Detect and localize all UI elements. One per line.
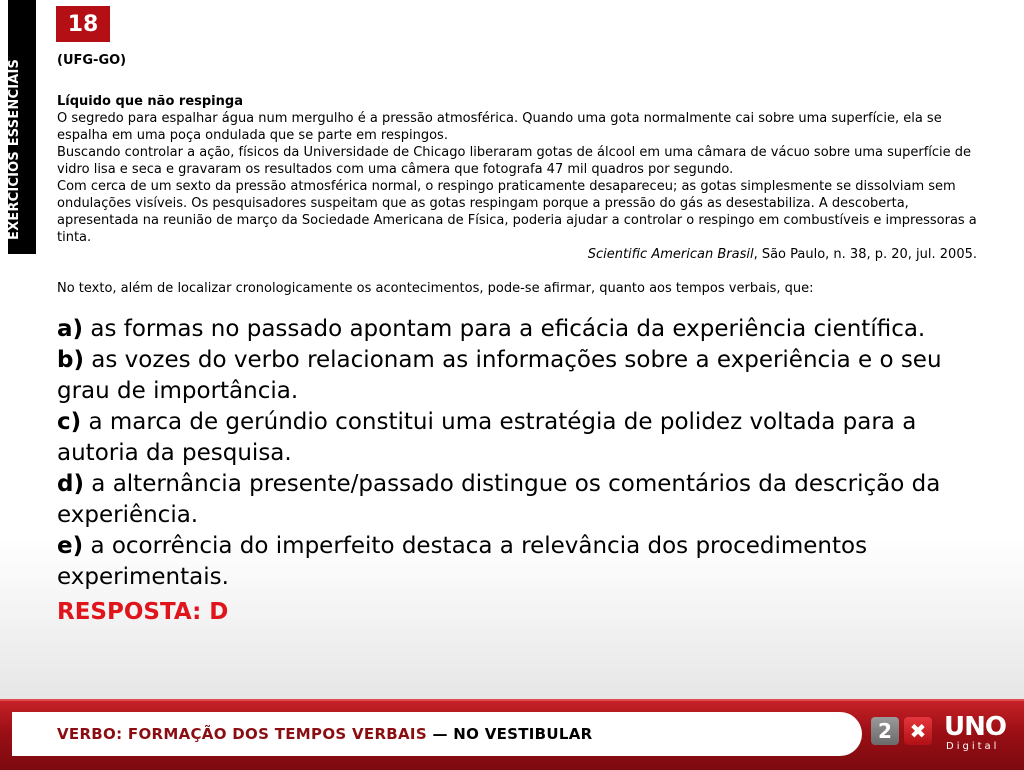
- uno-logo: UNO: [944, 712, 1006, 742]
- option-b-letter: b): [57, 347, 84, 373]
- option-a: [57, 314, 977, 345]
- option-e-letter: e): [57, 533, 84, 559]
- text-title: Líquido que não respinga: [57, 94, 243, 109]
- citation-work: Scientific American Brasil: [587, 247, 754, 262]
- paragraph-3: Com cerca de um sexto da pressão atmosférica normal, o respingo praticamente desapareceu; as gotas simplesmente se dissolviam sem ondulações visíveis. Os pesquisadores suspeitam que as gotas respingam porque a pressão do gás as desestabiliza. A descoberta, apresentada na reunião de março da Sociedade Americana de Física, poderia ajudar a controlar o respingo em combustíveis e impressoras a tinta.: [57, 179, 977, 245]
- footer-title-main: VERBO: FORMAÇÃO DOS TEMPOS VERBAIS: [57, 725, 427, 743]
- source-label: (UFG-GO): [57, 53, 127, 68]
- option-e: [57, 531, 977, 593]
- option-a-letter: a): [57, 316, 84, 342]
- citation: [57, 246, 977, 263]
- question-prompt: No texto, além de localizar cronologicamente os acontecimentos, pode-se afirmar, quanto aos tempos verbais, que:: [57, 281, 814, 296]
- side-tab: [8, 0, 36, 254]
- option-d-text: a alternância presente/passado distingue os comentários da descrição da experiência.: [57, 471, 941, 528]
- footer-title-dash: —: [426, 725, 454, 743]
- option-c: [57, 407, 977, 469]
- option-d-letter: d): [57, 471, 84, 497]
- paragraph-2: Buscando controlar a ação, físicos da Universidade de Chicago liberaram gotas de álcool em uma câmara de vácuo sobre uma superfície de vidro lisa e seca e gravaram os resultados com uma câmera que fotografa 47 mil quadros por segundo.: [57, 145, 972, 177]
- question-content: [57, 50, 977, 628]
- option-c-letter: c): [57, 409, 82, 435]
- option-b: [57, 345, 977, 407]
- uno-logo-digital: Digital: [946, 741, 1000, 752]
- footer-title: [57, 725, 593, 743]
- citation-details: , São Paulo, n. 38, p. 20, jul. 2005.: [753, 247, 977, 262]
- option-c-text: a marca de gerúndio constitui uma estratégia de polidez voltada para a autoria da pesquisa.: [57, 409, 917, 466]
- paragraph-1: O segredo para espalhar água num mergulho é a pressão atmosférica. Quando uma gota normalmente cai sobre uma superfície, ela se espalha em uma poça ondulada que se parte em respingos.: [57, 111, 942, 143]
- option-d: [57, 469, 977, 531]
- option-a-text: as formas no passado apontam para a eficácia da experiência científica.: [90, 316, 926, 342]
- answer-label: RESPOSTA: D: [57, 599, 229, 625]
- footer-title-accent: NO VESTIBULAR: [453, 725, 593, 743]
- question-number-badge: 18: [56, 6, 110, 42]
- logo-2-badge-icon: 2: [871, 717, 899, 745]
- logo-x-badge-icon: ✖: [904, 717, 932, 745]
- options-list: [57, 314, 977, 593]
- side-tab-label: EXERCÍCIOS ESSENCIAIS: [7, 58, 22, 240]
- option-e-text: a ocorrência do imperfeito destaca a relevância dos procedimentos experimentais.: [57, 533, 868, 590]
- option-b-text: as vozes do verbo relacionam as informações sobre a experiência e o seu grau de importância.: [57, 347, 942, 404]
